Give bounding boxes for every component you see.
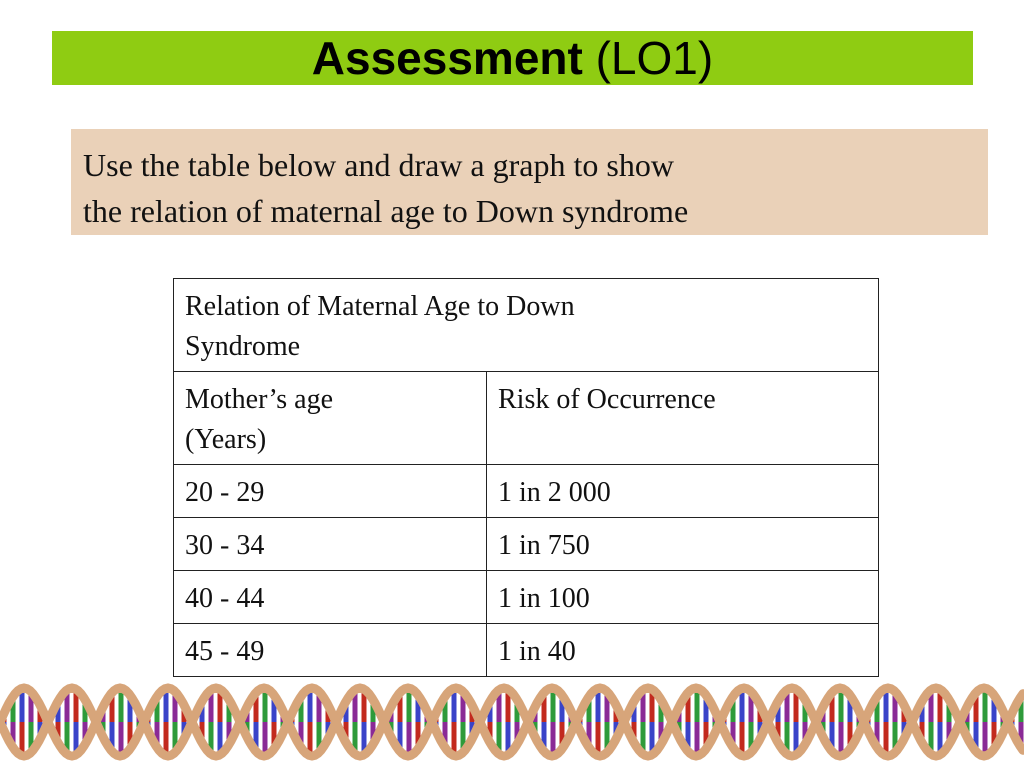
table-header-row [174,372,879,465]
age-cell: 45 - 49 [174,624,487,677]
table-caption-line-2: Syndrome [185,331,301,362]
maternal-age-table [173,278,879,677]
title-bold: Assessment [311,32,583,84]
age-cell: 30 - 34 [174,518,487,571]
table-row [174,518,879,571]
instruction-box [71,129,988,235]
dna-helix-border [0,676,1024,768]
header-age-line-1: Mother’s age [185,384,333,415]
title-bar [52,31,973,85]
table-caption-row [174,279,879,372]
slide-title [311,32,714,84]
header-risk-cell: Risk of Occurrence [487,372,879,465]
table-row [174,624,879,677]
risk-cell: 1 in 2 000 [487,465,879,518]
title-suffix: (LO1) [595,32,714,84]
instruction-line-2: the relation of maternal age to Down syndrome [83,193,689,229]
table-caption-cell [174,279,879,372]
age-cell: 40 - 44 [174,571,487,624]
table-row [174,571,879,624]
risk-cell: 1 in 100 [487,571,879,624]
risk-cell: 1 in 40 [487,624,879,677]
dna-helix-icon [0,676,1024,768]
instruction-line-1: Use the table below and draw a graph to show [83,147,674,183]
header-age-line-2: (Years) [185,424,267,455]
table-row [174,465,879,518]
risk-cell: 1 in 750 [487,518,879,571]
header-age-cell [174,372,487,465]
age-cell: 20 - 29 [174,465,487,518]
table-caption-line-1: Relation of Maternal Age to Down [185,291,575,322]
